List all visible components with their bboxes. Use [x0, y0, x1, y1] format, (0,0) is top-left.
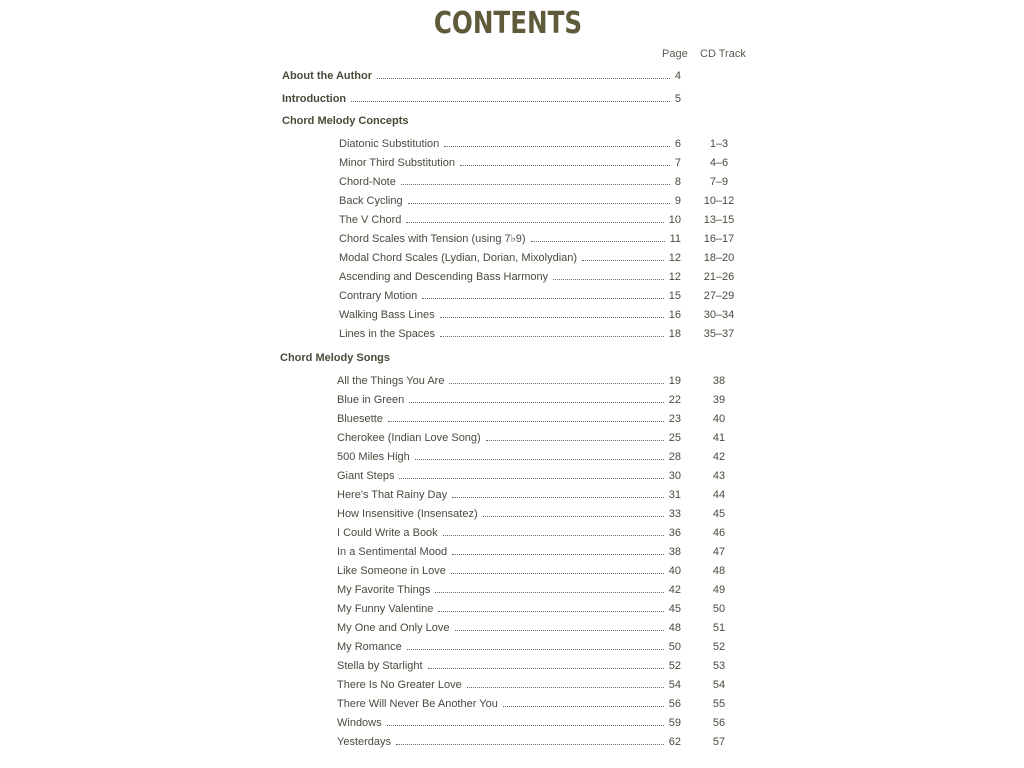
toc-entry [337, 715, 761, 731]
dot-leader [387, 725, 664, 726]
entry-title: Contrary Motion [339, 290, 418, 302]
toc-entry [337, 658, 761, 674]
toc-entry [339, 212, 761, 228]
entry-title: Here's That Rainy Day [337, 489, 448, 501]
dot-leader [399, 478, 663, 479]
entry-page-number: 48 [668, 622, 681, 634]
entry-cd-track: 53 [712, 660, 726, 672]
entry-page-number: 12 [668, 252, 681, 264]
entry-cd-track: 44 [712, 489, 726, 501]
entry-page-number: 7 [674, 157, 681, 169]
dot-leader [467, 687, 664, 688]
entry-title: Yesterdays [337, 736, 392, 748]
entry-title: Chord-Note [339, 176, 396, 188]
toc-entry [337, 734, 761, 750]
entry-cd-track: 30–34 [703, 309, 735, 321]
toc-entry [339, 193, 761, 209]
entry-page-number: 28 [668, 451, 681, 463]
entry-cd-track: 39 [712, 394, 726, 406]
entry-page-number: 59 [668, 717, 681, 729]
entry-page-number: 38 [668, 546, 681, 558]
entry-title: Like Someone in Love [337, 565, 446, 577]
toc-entry [337, 411, 761, 427]
entry-cd-track: 38 [712, 375, 726, 387]
entry-page-number: 31 [668, 489, 681, 501]
entry-title: Blue in Green [337, 394, 405, 406]
dot-leader [455, 630, 664, 631]
dot-leader [396, 744, 664, 745]
toc-entry [339, 288, 761, 304]
entry-title: Stella by Starlight [337, 660, 423, 672]
dot-leader [443, 535, 664, 536]
entry-title: Windows [337, 717, 382, 729]
toc-entry [339, 155, 761, 171]
dot-leader [401, 184, 670, 185]
entry-cd-track: 4–6 [709, 157, 729, 169]
dot-leader [531, 241, 665, 242]
entry-title: The V Chord [339, 214, 402, 226]
dot-leader [440, 317, 664, 318]
entry-title: Ascending and Descending Bass Harmony [339, 271, 549, 283]
entry-page-number: 10 [668, 214, 681, 226]
toc-top-entry [282, 68, 761, 84]
entry-cd-track: 49 [712, 584, 726, 596]
section-heading: Chord Melody Songs [280, 352, 390, 364]
page-title: CONTENTS [433, 6, 583, 41]
dot-leader [388, 421, 664, 422]
entry-cd-track: 47 [712, 546, 726, 558]
toc-entry [337, 525, 761, 541]
toc-entry [339, 136, 761, 152]
toc-entry [337, 430, 761, 446]
entry-cd-track: 13–15 [703, 214, 735, 226]
dot-leader [449, 383, 663, 384]
entry-cd-track: 45 [712, 508, 726, 520]
dot-leader [486, 440, 664, 441]
dot-leader [440, 336, 664, 337]
entry-page-number: 54 [668, 679, 681, 691]
dot-leader [451, 573, 664, 574]
entry-page-number: 33 [668, 508, 681, 520]
toc-entry [339, 174, 761, 190]
toc-entry [337, 392, 761, 408]
entry-page-number: 8 [674, 176, 681, 188]
toc-entry [339, 307, 761, 323]
entry-cd-track: 40 [712, 413, 726, 425]
dot-leader [351, 101, 670, 102]
dot-leader [406, 222, 663, 223]
entry-page-number: 42 [668, 584, 681, 596]
entry-cd-track: 48 [712, 565, 726, 577]
toc-entry [339, 231, 761, 247]
entry-cd-track: 46 [712, 527, 726, 539]
dot-leader [444, 146, 670, 147]
entry-cd-track: 54 [712, 679, 726, 691]
entry-title: About the Author [282, 70, 373, 82]
dot-leader [452, 497, 664, 498]
entry-page-number: 40 [668, 565, 681, 577]
entry-title: Diatonic Substitution [339, 138, 440, 150]
toc-entry [337, 506, 761, 522]
cd-track-column-header: CD Track [700, 48, 746, 60]
entry-cd-track: 7–9 [709, 176, 729, 188]
toc-entry [337, 563, 761, 579]
entry-cd-track: 50 [712, 603, 726, 615]
entry-cd-track: 18–20 [703, 252, 735, 264]
entry-title: My Favorite Things [337, 584, 431, 596]
entry-title: Cherokee (Indian Love Song) [337, 432, 481, 444]
toc-entry [339, 269, 761, 285]
entry-page-number: 50 [668, 641, 681, 653]
entry-title: There Is No Greater Love [337, 679, 462, 691]
toc-entry [337, 677, 761, 693]
toc-entry [337, 487, 761, 503]
entry-cd-track: 43 [712, 470, 726, 482]
entry-page-number: 19 [668, 375, 681, 387]
entry-page-number: 9 [674, 195, 681, 207]
dot-leader [460, 165, 670, 166]
entry-title: In a Sentimental Mood [337, 546, 448, 558]
dot-leader [435, 592, 663, 593]
dot-leader [428, 668, 664, 669]
entry-title: Modal Chord Scales (Lydian, Dorian, Mixolydian) [339, 252, 578, 264]
entry-title: 500 Miles High [337, 451, 410, 463]
dot-leader [377, 78, 670, 79]
dot-leader [409, 402, 663, 403]
entry-page-number: 56 [668, 698, 681, 710]
toc-entry [339, 326, 761, 342]
entry-title: Minor Third Substitution [339, 157, 455, 169]
toc-entry [337, 601, 761, 617]
section-heading: Chord Melody Concepts [282, 115, 409, 127]
entry-title: Introduction [282, 93, 347, 105]
toc-entry [337, 582, 761, 598]
toc-entry [337, 544, 761, 560]
entry-title: Lines in the Spaces [339, 328, 436, 340]
entry-title: My One and Only Love [337, 622, 450, 634]
entry-page-number: 15 [668, 290, 681, 302]
entry-cd-track: 1–3 [709, 138, 729, 150]
dot-leader [483, 516, 664, 517]
entry-cd-track: 21–26 [703, 271, 735, 283]
entry-title: My Romance [337, 641, 402, 653]
dot-leader [503, 706, 664, 707]
entry-cd-track: 51 [712, 622, 726, 634]
toc-entry [337, 373, 761, 389]
entry-page-number: 30 [668, 470, 681, 482]
entry-cd-track: 56 [712, 717, 726, 729]
entry-page-number: 16 [668, 309, 681, 321]
entry-title: How Insensitive (Insensatez) [337, 508, 478, 520]
entry-cd-track: 42 [712, 451, 726, 463]
toc-entry [337, 639, 761, 655]
dot-leader [452, 554, 664, 555]
toc-entry [337, 468, 761, 484]
toc-entry [337, 696, 761, 712]
entry-cd-track: 16–17 [703, 233, 735, 245]
entry-title: There Will Never Be Another You [337, 698, 498, 710]
entry-page-number: 62 [668, 736, 681, 748]
entry-title: My Funny Valentine [337, 603, 434, 615]
toc-entry [337, 620, 761, 636]
dot-leader [438, 611, 663, 612]
entry-cd-track: 41 [712, 432, 726, 444]
dot-leader [553, 279, 664, 280]
dot-leader [415, 459, 664, 460]
entry-page-number: 22 [668, 394, 681, 406]
entry-title: Bluesette [337, 413, 383, 425]
dot-leader [407, 649, 664, 650]
toc-entry [337, 449, 761, 465]
entry-cd-track: 35–37 [703, 328, 735, 340]
entry-title: Back Cycling [339, 195, 403, 207]
entry-page-number: 52 [668, 660, 681, 672]
entry-title: I Could Write a Book [337, 527, 438, 539]
entry-page-number: 6 [674, 138, 681, 150]
entry-page-number: 45 [668, 603, 681, 615]
entry-page-number: 18 [668, 328, 681, 340]
entry-title: Chord Scales with Tension (using 7♭9) [339, 233, 526, 245]
entry-page-number: 12 [668, 271, 681, 283]
entry-page-number: 11 [669, 233, 681, 245]
entry-cd-track: 52 [712, 641, 726, 653]
entry-page-number: 5 [674, 93, 681, 105]
entry-page-number: 4 [674, 70, 681, 82]
entry-page-number: 23 [668, 413, 681, 425]
entry-cd-track: 10–12 [703, 195, 735, 207]
dot-leader [408, 203, 670, 204]
page-column-header: Page [662, 48, 688, 60]
entry-cd-track: 57 [712, 736, 726, 748]
entry-cd-track: 55 [712, 698, 726, 710]
entry-title: Walking Bass Lines [339, 309, 435, 321]
entry-title: All the Things You Are [337, 375, 445, 387]
entry-title: Giant Steps [337, 470, 395, 482]
entry-cd-track: 27–29 [703, 290, 735, 302]
dot-leader [422, 298, 663, 299]
entry-page-number: 36 [668, 527, 681, 539]
toc-top-entry [282, 91, 761, 107]
entry-page-number: 25 [668, 432, 681, 444]
toc-entry [339, 250, 761, 266]
dot-leader [582, 260, 664, 261]
